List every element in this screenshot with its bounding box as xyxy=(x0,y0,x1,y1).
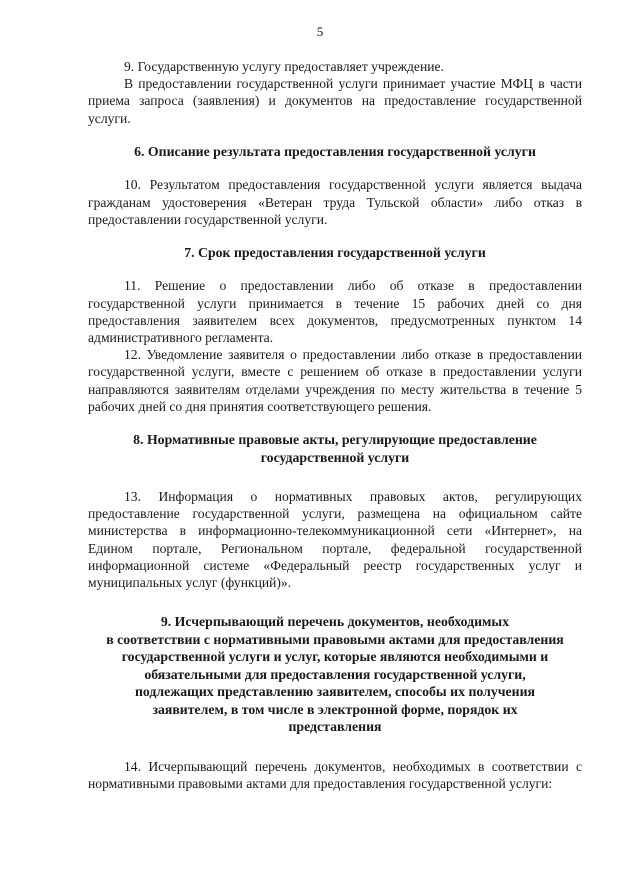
paragraph-14: 14. Исчерпывающий перечень документов, необходимых в соответствии с нормативными правовыми актами для предоставления государственной услуги: xyxy=(88,758,582,791)
heading-line: 7. Срок предоставления государственной услуги xyxy=(184,244,486,260)
heading-line: подлежащих представлению заявителем, способы их получения xyxy=(134,684,536,700)
section-heading-7 xyxy=(88,244,582,262)
section-heading-6 xyxy=(88,143,582,161)
paragraph-12: 12. Уведомление заявителя о предоставлении либо отказе в предоставлении государственной услуги, вместе с решением об отказе в предоставлении услуги направляются заявителям отделами учреждения по месту жительства в течение 5 рабочих дней со дня принятия соответствующего решения. xyxy=(88,347,582,414)
heading-line: заявителем, в том числе в электронной форме, порядок их xyxy=(152,701,518,717)
heading-line: 8. Нормативные правовые акты, регулирующие предоставление xyxy=(133,432,537,448)
section-heading-9 xyxy=(88,613,582,736)
heading-line: представления xyxy=(288,719,382,735)
section-heading-8 xyxy=(88,431,582,466)
paragraph-11: 11. Решение о предоставлении либо об отказе в предоставлении государственной услуги принимается в течение 15 рабочих дней со дня предоставления заявителем всех документов, предусмотренных пунктом 14 административного регламента. xyxy=(88,278,582,346)
heading-line: государственной услуги и услуг, которые являются необходимыми и xyxy=(121,649,549,665)
heading-line: обязательными для предоставления государственной услуги, xyxy=(144,666,526,682)
paragraph-10: 10. Результатом предоставления государственной услуги является выдача гражданам удостоверения «Ветеран труда Тульской области» либо отказ в предоставлении государственной услуги. xyxy=(88,177,582,227)
paragraph-9: 9. Государственную услугу предоставляет учреждение. xyxy=(124,59,444,74)
document-body xyxy=(88,58,582,792)
heading-line: в соответствии с нормативными правовыми актами для предоставления xyxy=(106,631,564,647)
page-number: 5 xyxy=(316,24,324,39)
paragraph-9-mfc: В предоставлении государственной услуги принимает участие МФЦ в части приема запроса (заявления) и документов на предоставление государственной услуги. xyxy=(88,76,582,126)
heading-line: 9. Исчерпывающий перечень документов, необходимых xyxy=(160,614,510,630)
paragraph-13: 13. Информация о нормативных правовых актов, регулирующих предоставление государственной услуги, размещена на официальном сайте министерства в информационно-телекоммуникационной сети «Интернет», на Едином портале, Региональном портале, федеральной государственной информационной системе «Федеральный реестр государственных услуг и муниципальных услуг (функций)». xyxy=(88,489,582,591)
heading-line: государственной услуги xyxy=(260,449,410,465)
heading-line: 6. Описание результата предоставления государственной услуги xyxy=(134,143,536,159)
